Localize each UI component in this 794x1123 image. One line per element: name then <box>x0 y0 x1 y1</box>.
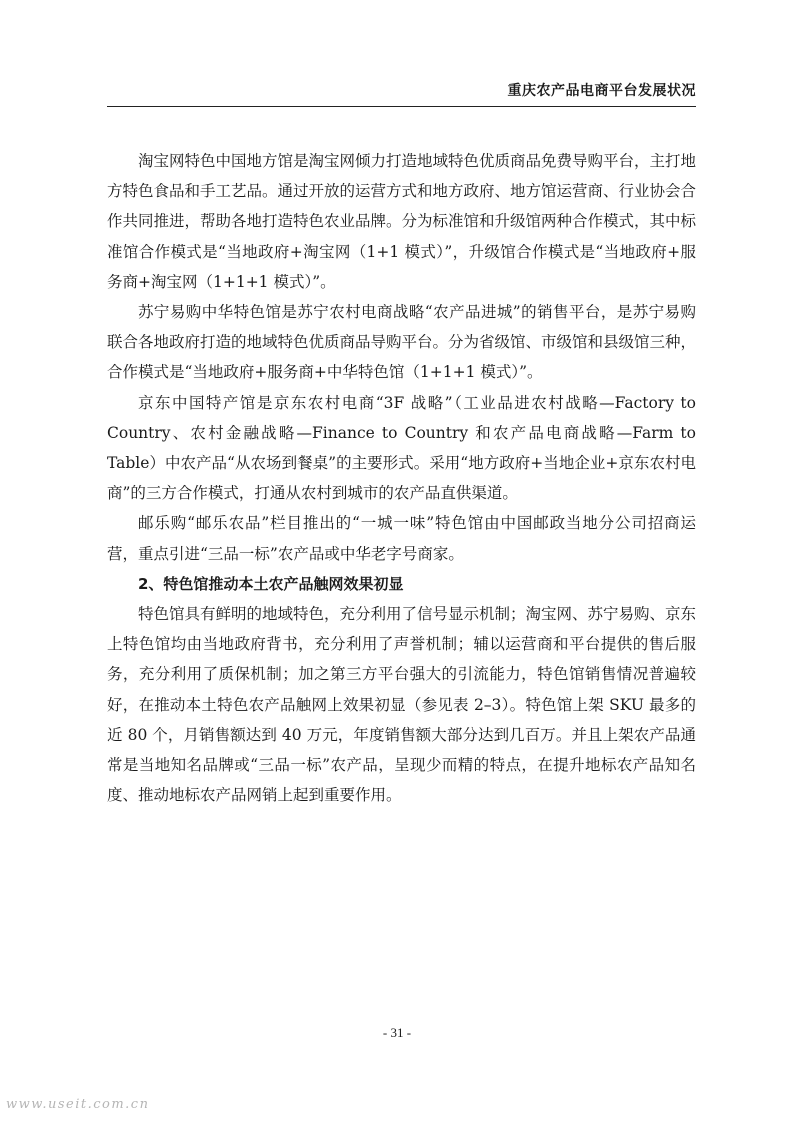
section-heading: 2、特色馆推动本土农产品触网效果初显 <box>138 574 404 593</box>
page-number: - 31 - <box>382 1025 412 1040</box>
paragraph-youle: 邮乐购“邮乐农品”栏目推出的“一城一味”特色馆由中国邮政当地分公司招商运营，重点引进“三品一标”农产品或中华老字号商家。 <box>107 514 696 563</box>
paragraph-suning: 苏宁易购中华特色馆是苏宁农村电商战略“农产品进城”的销售平台，是苏宁易购联合各地政府打造的地域特色优质商品导购平台。分为省级馆、市级馆和县级馆三种，合作模式是“当地政府+服务商+中华特色馆（1+1+1 模式）”。 <box>107 303 697 382</box>
header-divider <box>107 106 696 107</box>
watermark: www.useit.com.cn <box>6 1097 150 1112</box>
page-body <box>107 146 696 810</box>
paragraph-taobao: 淘宝网特色中国地方馆是淘宝网倾力打造地域特色优质商品免费导购平台，主打地方特色食品和手工艺品。通过开放的运营方式和地方政府、地方馆运营商、行业协会合作共同推进，帮助各地打造特色农业品牌。分为标准馆和升级馆两种合作模式，其中标准馆合作模式是“当地政府+淘宝网（1+1 模式）”，升级馆合作模式是“当地政府+服务商+淘宝网（1+1+1 模式）”。 <box>107 152 697 291</box>
running-header-title: 重庆农产品电商平台发展状况 <box>507 83 696 99</box>
paragraph-jd: 京东中国特产馆是京东农村电商“3F 战略”（工业品进农村战略—Factory to Country、农村金融战略—Finance to Country 和农产品电商战略—Farm to Table）中农产品“从农场到餐桌”的主要形式。采用“地方政府+当地企业+京东农村电商”的三方合作模式，打通从农村到城市的农产品直供渠道。 <box>107 393 696 503</box>
paragraph-section-body: 特色馆具有鲜明的地域特色，充分利用了信号显示机制；淘宝网、苏宁易购、京东上特色馆均由当地政府背书，充分利用了声誉机制；辅以运营商和平台提供的售后服务，充分利用了质保机制；加之第三方平台强大的引流能力，特色馆销售情况普遍较好，在推动本土特色农产品触网上效果初显（参见表 2–3）。特色馆上架 SKU 最多的近 80 个，月销售额达到 40 万元，年度销售额大部分达到几百万。并且上架农产品通常是当地知名品牌或“三品一标”农产品，呈现少而精的特点，在提升地标农产品知名度、推动地标农产品网销上起到重要作用。 <box>107 605 697 805</box>
